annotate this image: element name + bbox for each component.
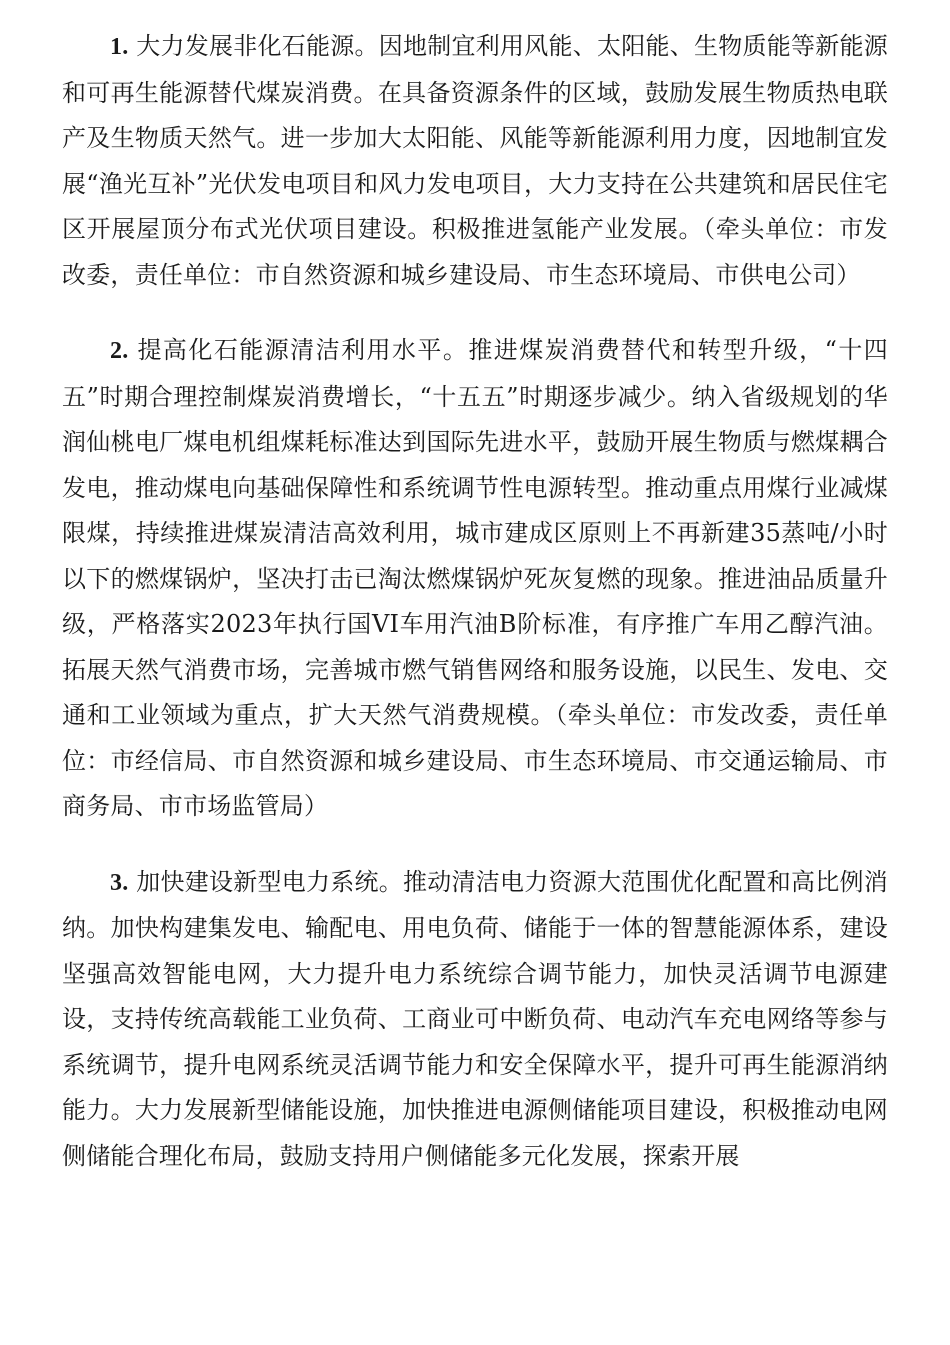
paragraph-text: 大力发展非化石能源。因地制宜利用风能、太阳能、生物质能等新能源和可再生能源替代煤炭消费。在具备资源条件的区域，鼓励发展生物质热电联产及生物质天然气。进一步加大太阳能、风能等新能源利用力度，因地制宜发展“渔光互补”光伏发电项目和风力发电项目，大力支持在公共建筑和居民住宅区开展屋顶分布式光伏项目建设。积极推进氢能产业发展。（牵头单位：市发改委，责任单位：市自然资源和城乡建设局、市生态环境局、市供电公司） — [62, 32, 888, 289]
paragraph-1 — [62, 24, 888, 298]
paragraph-3 — [62, 860, 888, 1180]
paragraph-text: 加快建设新型电力系统。推动清洁电力资源大范围优化配置和高比例消纳。加快构建集发电、输配电、用电负荷、储能于一体的智慧能源体系，建设坚强高效智能电网，大力提升电力系统综合调节能力，加快灵活调节电源建设，支持传统高载能工业负荷、工商业可中断负荷、电动汽车充电网络等参与系统调节，提升电网系统灵活调节能力和安全保障水平，提升可再生能源消纳能力。大力发展新型储能设施，加快推进电源侧储能项目建设，积极推动电网侧储能合理化布局，鼓励支持用户侧储能多元化发展，探索开展 — [62, 867, 888, 1170]
paragraph-text: 提高化石能源清洁利用水平。推进煤炭消费替代和转型升级，“十四五”时期合理控制煤炭消费增长，“十五五”时期逐步减少。纳入省级规划的华润仙桃电厂煤电机组煤耗标准达到国际先进水平，鼓励开展生物质与燃煤耦合发电，推动煤电向基础保障性和系统调节性电源转型。推动重点用煤行业减煤限煤，持续推进煤炭清洁高效利用，城市建成区原则上不再新建35蒸吨/小时以下的燃煤锅炉，坚决打击已淘汰燃煤锅炉死灰复燃的现象。推进油品质量升级，严格落实2023年执行国VI车用汽油B阶标准，有序推广车用乙醇汽油。拓展天然气消费市场，完善城市燃气销售网络和服务设施，以民生、发电、交通和工业领域为重点，扩大天然气消费规模。（牵头单位：市发改委，责任单位：市经信局、市自然资源和城乡建设局、市生态环境局、市交通运输局、市商务局、市市场监管局） — [62, 336, 888, 820]
document-body — [62, 24, 888, 1209]
paragraph-number: 1. — [110, 34, 129, 60]
paragraph-number: 2. — [110, 338, 129, 364]
paragraph-number: 3. — [110, 869, 129, 896]
paragraph-2 — [62, 328, 888, 830]
